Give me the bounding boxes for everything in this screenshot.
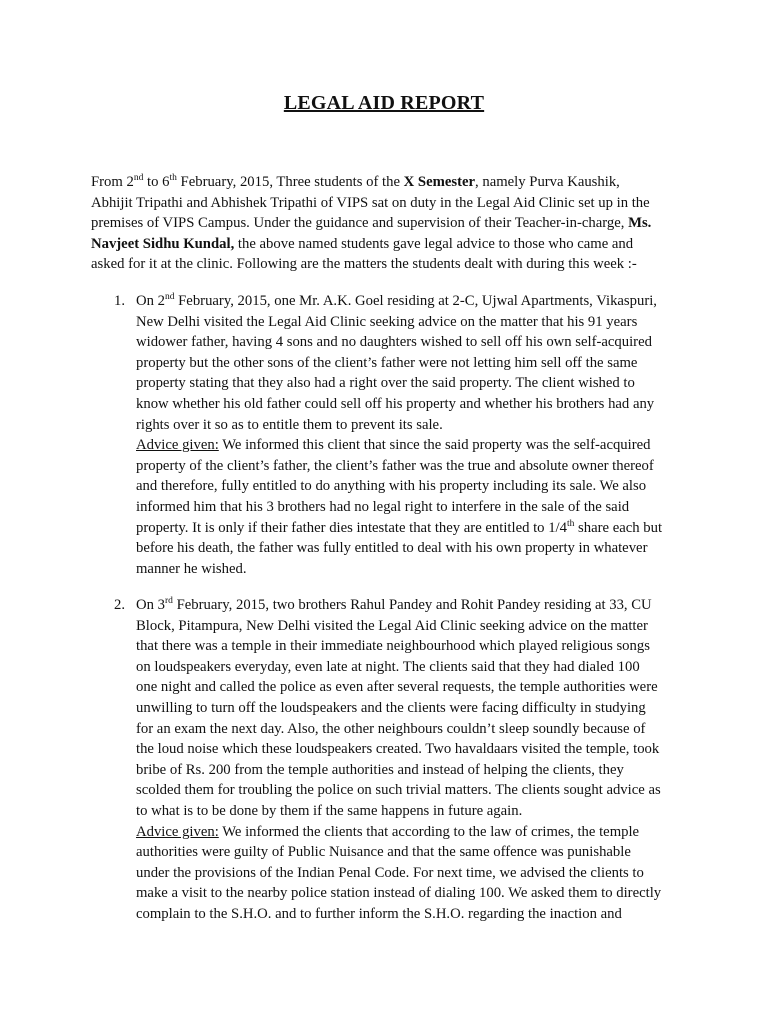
- item-line: on loudspeakers everyday, even late at night. The clients said that they had dialed 100: [136, 658, 640, 675]
- item-line: rights over it so as to entitle them to prevent its sale.: [136, 416, 443, 433]
- item-line: property but the other sons of the client’s father were not letting him sell off the same: [136, 354, 638, 371]
- item-line: bribe of Rs. 200 from the temple authorities and instead of helping the clients, they: [136, 761, 624, 778]
- item-line: under the provisions of the Indian Penal Code. For next time, we advised the clients to: [136, 864, 644, 881]
- text: property. It is only if their father dies intestate that they are entitled to 1/4: [136, 519, 567, 536]
- item-body: [136, 291, 696, 579]
- advice-label: Advice given:: [136, 823, 219, 840]
- text: to 6: [143, 174, 170, 190]
- item-line: scolded them for troubling the police on such trivial matters. The clients sought advice as: [136, 782, 661, 799]
- item-number: 2.: [114, 597, 126, 613]
- superscript: nd: [133, 173, 144, 184]
- item-line: for an exam the next day. Also, the other neighbours couldn’t sleep soundly because of: [136, 720, 646, 737]
- teacher-name-bold: Navjeet Sidhu Kundal,: [91, 235, 235, 252]
- item-line: know whether his old father could sell off his property and whether his brothers had any: [136, 395, 655, 412]
- intro-line: [91, 213, 681, 234]
- item-line: to what is to be done by them if the same happens in future again.: [136, 802, 523, 819]
- item-line: property stating that they also had a right over the said property. The client wished to: [136, 375, 635, 392]
- item-line: before his death, the father was fully entitled to deal with his own property in whatever: [136, 540, 648, 557]
- text: premises of VIPS Campus. Under the guidance and supervision of their Teacher-in-charge,: [91, 215, 629, 232]
- item-line: and therefore, fully entitled to do anything with his property including its sale. We also: [136, 478, 647, 495]
- item-line: Block, Pitampura, New Delhi visited the Legal Aid Clinic seeking advice on the matter: [136, 617, 648, 634]
- advice-label: Advice given:: [136, 437, 219, 454]
- item-line: one night and called the police as even after several requests, the temple authorities were: [136, 679, 658, 696]
- text: share each but: [574, 519, 663, 536]
- item-line: make a visit to the nearby police station instead of dialing 100. We asked them to directly: [136, 885, 662, 902]
- intro-line: asked for it at the clinic. Following are the matters the students dealt with during this week :-: [91, 256, 637, 273]
- text: the above named students gave legal advice to those who came and: [234, 235, 634, 252]
- text: , namely Purva Kaushik,: [475, 174, 620, 190]
- text: February, 2015, one Mr. A.K. Goel residing at 2-C, Ujwal Apartments, Vikaspuri,: [174, 293, 657, 309]
- item-line: that there was a temple in their immediate neighbourhood which played religious songs: [136, 638, 650, 655]
- text: On 3: [136, 597, 165, 613]
- item-line: [136, 822, 696, 843]
- text: We informed this client that since the said property was the self-acquired: [218, 437, 651, 454]
- intro-line: [91, 234, 681, 255]
- item-line: authorities were guilty of Public Nuisance and that the same offence was punishable: [136, 844, 631, 861]
- item-line: [136, 595, 696, 616]
- item-line: complain to the S.H.O. and to further inform the S.H.O. regarding the inaction and: [136, 905, 622, 922]
- semester-bold: X Semester: [403, 174, 476, 190]
- item-line: the loud noise which these loudspeakers created. Two havaldaars visited the temple, took: [136, 741, 660, 758]
- item-line: informed him that his 3 brothers had no legal right to interfere in the sale of the said: [136, 498, 630, 515]
- item-body: [136, 595, 696, 925]
- item-line: manner he wished.: [136, 560, 247, 577]
- page-title: LEGAL AID REPORT: [283, 92, 485, 114]
- superscript: rd: [164, 596, 173, 607]
- text: February, 2015, two brothers Rahul Pandey and Rohit Pandey residing at 33, CU: [172, 597, 652, 613]
- item-line: widower father, having 4 sons and no daughters wished to sell off his own self-acquired: [136, 334, 652, 351]
- teacher-name-bold: Ms.: [628, 215, 652, 232]
- item-line: [136, 518, 696, 539]
- item-line: unwilling to turn off the loudspeakers and the clients were facing difficulty in studying: [136, 699, 646, 716]
- intro-line: Abhijit Tripathi and Abhishek Tripathi of VIPS sat on duty in the Legal Aid Clinic set up in the: [91, 194, 650, 211]
- superscript: th: [169, 173, 177, 184]
- item-line: [136, 291, 696, 312]
- item-number: 1.: [114, 293, 126, 309]
- text: We informed the clients that according to the law of crimes, the temple: [218, 823, 640, 840]
- item-line: New Delhi visited the Legal Aid Clinic seeking advice on the matter that his 91 years: [136, 313, 638, 330]
- intro-line: [91, 172, 681, 193]
- text: From 2: [91, 174, 134, 190]
- item-line: [136, 435, 696, 456]
- superscript: nd: [164, 292, 175, 303]
- intro-paragraph: [91, 172, 681, 275]
- text: February, 2015, Three students of the: [176, 174, 404, 190]
- text: On 2: [136, 293, 165, 309]
- item-line: property of the client’s father, the client’s father was the true and absolute owner thereof: [136, 457, 654, 474]
- superscript: th: [566, 518, 575, 529]
